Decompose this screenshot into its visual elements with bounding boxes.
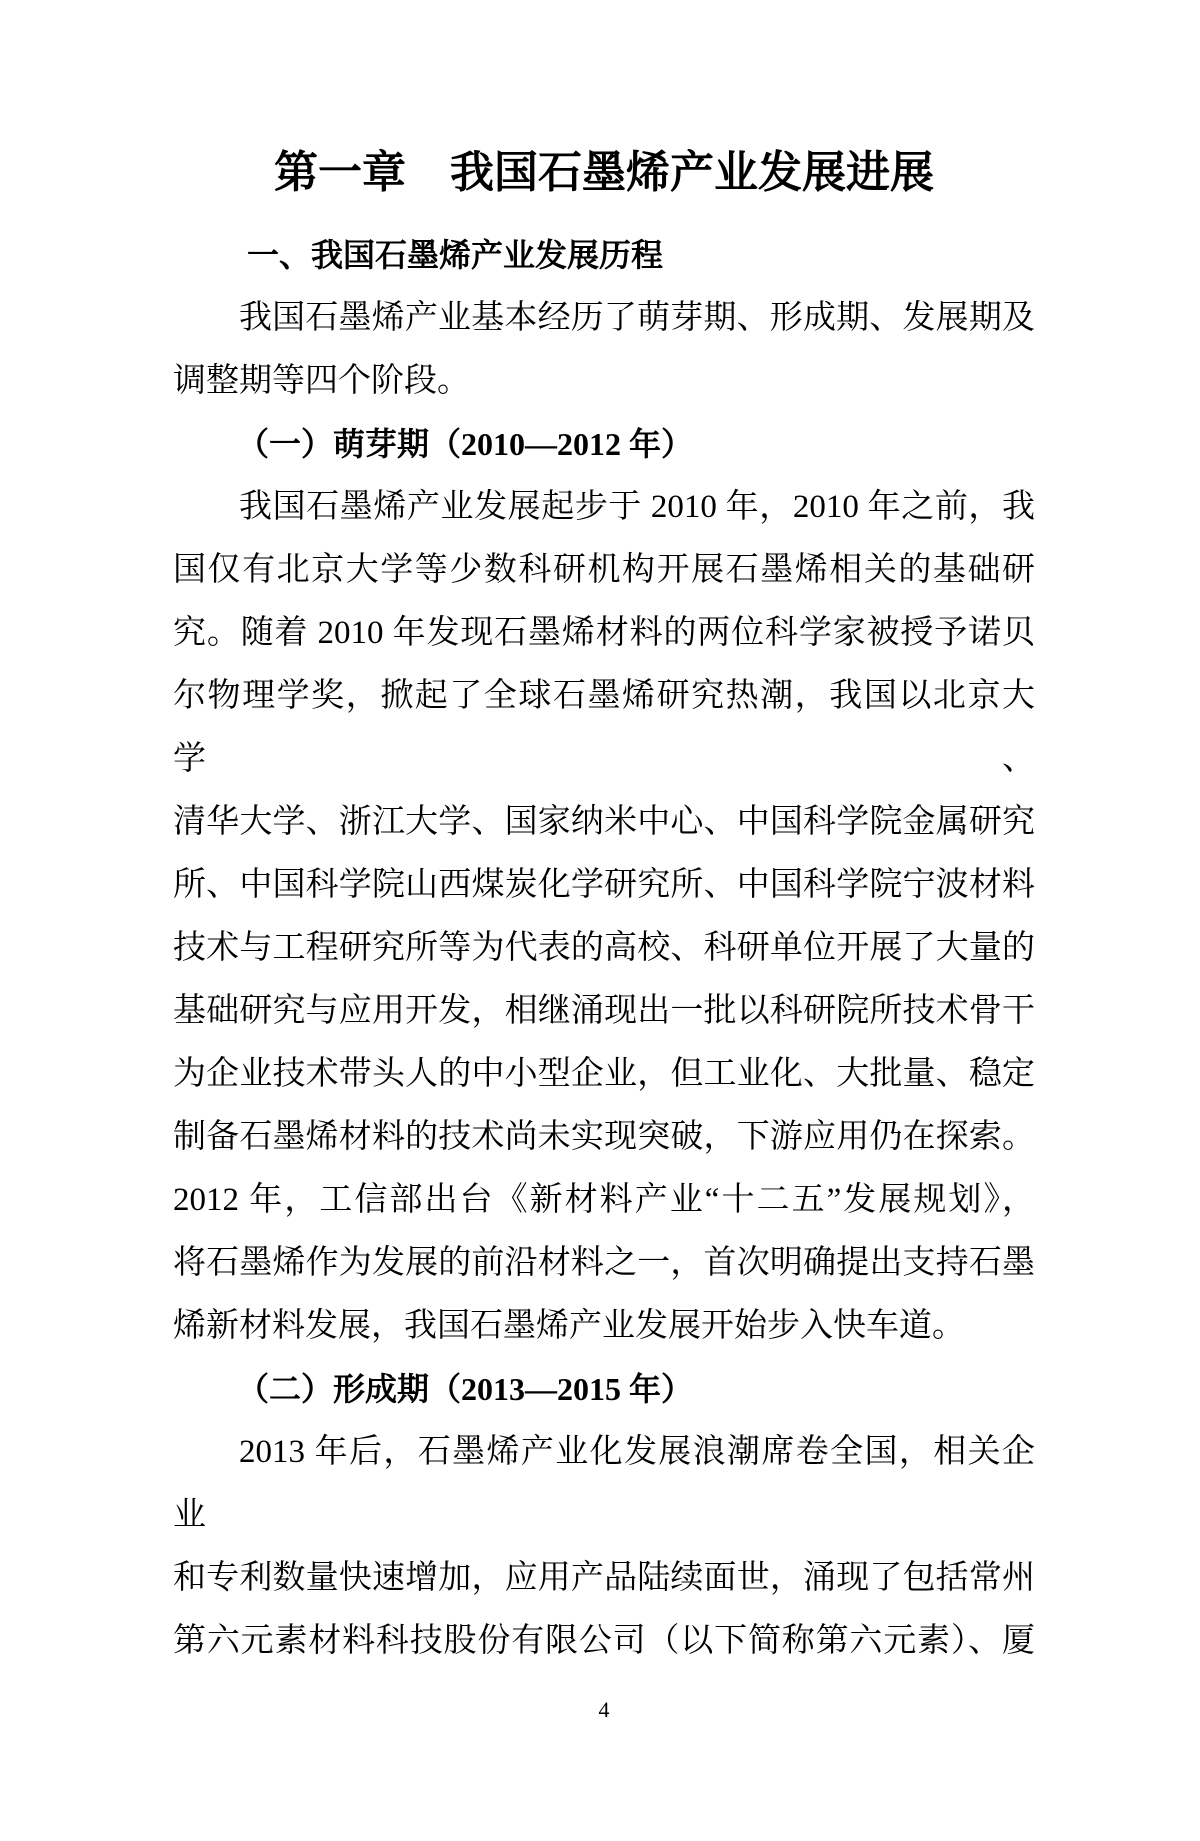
- para-line: 将石墨烯作为发展的前沿材料之一，首次明确提出支持石墨: [173, 1245, 1035, 1281]
- section-heading: 一、我国石墨烯产业发展历程: [247, 237, 664, 273]
- para-line: 尔物理学奖，掀起了全球石墨烯研究热潮，我国以北京大学、: [173, 678, 1035, 777]
- para-line: 2012 年，工信部出台《新材料产业“十二五”发展规划》，: [173, 1182, 1035, 1218]
- para-line: 技术与工程研究所等为代表的高校、科研单位开展了大量的: [173, 930, 1035, 966]
- paragraph-germination: [173, 476, 1035, 1358]
- paragraph-overview: [173, 287, 1035, 413]
- para-line: 烯新材料发展，我国石墨烯产业发展开始步入快车道。: [173, 1308, 965, 1344]
- page-number: 4: [598, 1697, 610, 1722]
- paragraph-formation: [173, 1421, 1035, 1673]
- para-line: 制备石墨烯材料的技术尚未实现突破，下游应用仍在探索。: [173, 1119, 1035, 1155]
- para-line: 究。随着 2010 年发现石墨烯材料的两位科学家被授予诺贝: [173, 615, 1035, 651]
- para-line: 我国石墨烯产业基本经历了萌芽期、形成期、发展期及: [239, 300, 1035, 336]
- para-line: 和专利数量快速增加，应用产品陆续面世，涌现了包括常州: [173, 1560, 1035, 1596]
- chapter-title: 第一章 我国石墨烯产业发展进展: [274, 148, 934, 197]
- para-line: 第六元素材料科技股份有限公司（以下简称第六元素）、厦: [173, 1623, 1035, 1659]
- sub-heading-formation-period: （二）形成期（2013—2015 年）: [237, 1371, 694, 1407]
- para-line: 2013 年后，石墨烯产业化发展浪潮席卷全国，相关企业: [173, 1434, 1035, 1533]
- para-line: 基础研究与应用开发，相继涌现出一批以科研院所技术骨干: [173, 993, 1035, 1029]
- para-line: 国仅有北京大学等少数科研机构开展石墨烯相关的基础研: [173, 552, 1035, 588]
- para-line: 清华大学、浙江大学、国家纳米中心、中国科学院金属研究: [173, 804, 1035, 840]
- para-line: 我国石墨烯产业发展起步于 2010 年，2010 年之前，我: [239, 489, 1035, 525]
- document-page: [0, 143, 1200, 1841]
- para-line: 所、中国科学院山西煤炭化学研究所、中国科学院宁波材料: [173, 867, 1035, 903]
- para-line: 调整期等四个阶段。: [173, 363, 470, 399]
- sub-heading-germination-period: （一）萌芽期（2010—2012 年）: [237, 426, 694, 462]
- para-line: 为企业技术带头人的中小型企业，但工业化、大批量、稳定: [173, 1056, 1035, 1092]
